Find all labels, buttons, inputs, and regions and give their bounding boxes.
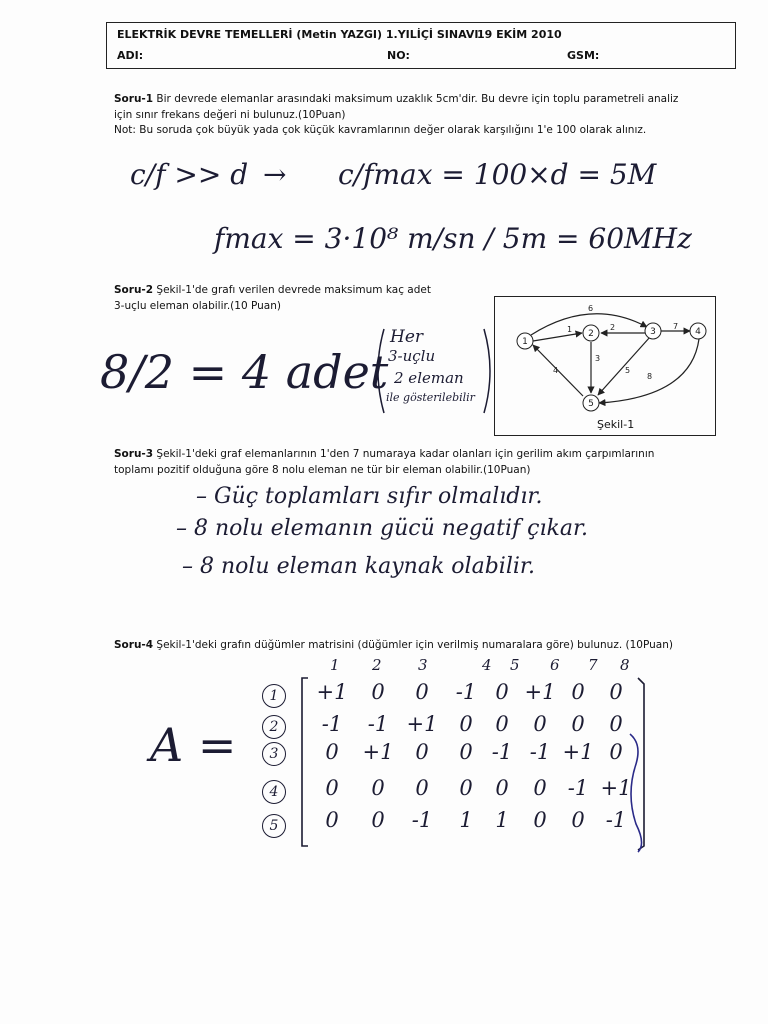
q2-answer: 8/2 = 4 adet (100, 345, 389, 399)
node-label-1: 1 (522, 337, 528, 347)
matrix-cell-r5-c6: 0 (533, 808, 547, 832)
matrix-cell-r1-c8: 0 (609, 680, 623, 704)
matrix-cell-r5-c2: 0 (371, 808, 385, 832)
row-label-5: 5 (262, 814, 286, 838)
q1-answer-line1a: c/f >> d (130, 158, 249, 191)
matrix-cell-r5-c8: -1 (605, 808, 627, 832)
matrix-cell-r2-c1: -1 (321, 712, 343, 736)
matrix-cell-r1-c7: 0 (571, 680, 585, 704)
matrix-cell-r5-c7: 0 (571, 808, 585, 832)
q1-answer-line2: fmax = 3·10⁸ m/sn / 5m = 60MHz (214, 222, 692, 255)
q3-answer-line-1: – Güç toplamları sıfır olmalıdır. (196, 484, 543, 509)
matrix-cell-r3-c5: -1 (491, 740, 513, 764)
matrix-cell-r1-c1: +1 (316, 680, 348, 704)
edge-label-3: 3 (595, 354, 601, 363)
q4-label: Soru-4 (114, 639, 154, 651)
matrix-cell-r4-c4: 0 (459, 776, 473, 800)
matrix-cell-r5-c1: 0 (325, 808, 339, 832)
q1-answer-arrow: → (263, 158, 287, 191)
gsm-label: GSM: (567, 49, 600, 62)
question-4 (114, 638, 734, 654)
matrix-cell-r4-c7: -1 (567, 776, 589, 800)
q3-text: Şekil-1'deki graf elemanlarının 1'den 7 numaraya kadar olanları için gerilim akım çarpımlarının (153, 448, 655, 460)
edge-label-5: 5 (625, 366, 631, 375)
matrix-cell-r2-c4: 0 (459, 712, 473, 736)
edge-1 (533, 333, 582, 341)
edge-label-4: 4 (553, 366, 559, 375)
exam-header (106, 22, 736, 69)
q2-label: Soru-2 (114, 284, 154, 296)
question-2 (114, 283, 484, 314)
q2-note-line-4: ile gösterilebilir (386, 391, 475, 404)
row-label-3: 3 (262, 742, 286, 766)
col-header-2: 2 (372, 656, 382, 674)
row-label-1: 1 (262, 684, 286, 708)
matrix-cell-r4-c1: 0 (325, 776, 339, 800)
row-label-2: 2 (262, 715, 286, 739)
name-label: ADI: (117, 49, 144, 62)
matrix-cell-r1-c5: 0 (495, 680, 509, 704)
q4-text: Şekil-1'deki grafın düğümler matrisini (düğümler için verilmiş numaralara göre) bulunuz. (10Puan) (153, 639, 673, 651)
col-header-5: 5 (510, 656, 520, 674)
matrix-cell-r3-c2: +1 (362, 740, 394, 764)
matrix-cell-r3-c8: 0 (609, 740, 623, 764)
edge-label-8: 8 (647, 372, 653, 381)
q2-note-line-2: 3-uçlu (388, 347, 436, 365)
q2-text-2: 3-uçlu eleman olabilir.(10 Puan) (114, 299, 281, 312)
node-label-4: 4 (695, 327, 701, 337)
matrix-cell-r3-c3: 0 (415, 740, 429, 764)
matrix-cell-r2-c6: 0 (533, 712, 547, 736)
q1-text: Bir devrede elemanlar arasındaki maksimum uzaklık 5cm'dir. Bu devre için toplu parametreli analiz (153, 93, 679, 105)
matrix-symbol: A = (150, 718, 237, 772)
figure-caption: Şekil-1 (597, 418, 635, 431)
q3-text-2: toplamı pozitif olduğuna göre 8 nolu eleman ne tür bir eleman olabilir.(10Puan) (114, 463, 531, 476)
matrix-cell-r3-c6: -1 (529, 740, 551, 764)
matrix-cell-r3-c1: 0 (325, 740, 339, 764)
q2-text: Şekil-1'de grafı verilen devrede maksimum kaç adet (153, 284, 431, 296)
edge-8 (599, 339, 699, 403)
node-label-5: 5 (588, 399, 594, 409)
edge-label-6: 6 (588, 304, 594, 313)
edge-label-1: 1 (567, 325, 573, 334)
col-header-3: 3 (418, 656, 428, 674)
col-header-1: 1 (330, 656, 340, 674)
exam-date: 19 EKİM 2010 (477, 28, 562, 41)
col-header-8: 8 (620, 656, 630, 674)
row-label-4: 4 (262, 780, 286, 804)
matrix-cell-r4-c6: 0 (533, 776, 547, 800)
question-1 (114, 92, 734, 139)
matrix-cell-r5-c5: 1 (495, 808, 509, 832)
q3-label: Soru-3 (114, 448, 154, 460)
graph-figure (494, 296, 716, 436)
matrix-cell-r2-c7: 0 (571, 712, 585, 736)
edge-label-2: 2 (610, 323, 616, 332)
matrix-cell-r3-c4: 0 (459, 740, 473, 764)
col-header-6: 6 (550, 656, 560, 674)
q3-answer-line-3: – 8 nolu eleman kaynak olabilir. (182, 554, 535, 579)
number-label: NO: (387, 49, 410, 62)
matrix-cell-r2-c2: -1 (367, 712, 389, 736)
node-label-2: 2 (588, 329, 594, 339)
q3-answer-line-2: – 8 nolu elemanın gücü negatif çıkar. (176, 516, 589, 541)
q2-note-line-1: Her (390, 327, 424, 347)
q1-answer-line1b: c/fmax = 100×d = 5M (338, 158, 657, 191)
matrix-cell-r5-c4: 1 (459, 808, 473, 832)
col-header-7: 7 (588, 656, 598, 674)
matrix-cell-r3-c7: +1 (562, 740, 594, 764)
matrix-cell-r1-c6: +1 (524, 680, 556, 704)
q1-label: Soru-1 (114, 93, 154, 105)
matrix-cell-r4-c5: 0 (495, 776, 509, 800)
q2-note-line-3: 2 eleman (394, 369, 464, 387)
matrix-cell-r2-c5: 0 (495, 712, 509, 736)
matrix-cell-r2-c8: 0 (609, 712, 623, 736)
node-label-3: 3 (650, 327, 656, 337)
q1-text-2: için sınır frekans değeri ni bulunuz.(10Puan) (114, 108, 346, 121)
q2-note-bracket (376, 325, 492, 417)
matrix-cell-r1-c3: 0 (415, 680, 429, 704)
matrix-cell-r4-c2: 0 (371, 776, 385, 800)
q1-note: Not: Bu soruda çok büyük yada çok küçük kavramlarının değer olarak karşılığını 1'e 100 olarak alınız. (114, 124, 647, 136)
matrix-cell-r5-c3: -1 (411, 808, 433, 832)
exam-title: ELEKTRİK DEVRE TEMELLERİ (Metin YAZGI) 1.YILİÇİ SINAVI (117, 28, 479, 41)
matrix-cell-r4-c8: +1 (600, 776, 632, 800)
col-header-4: 4 (482, 656, 492, 674)
matrix-cell-r2-c3: +1 (406, 712, 438, 736)
graph-diagram (495, 297, 715, 435)
matrix-cell-r1-c2: 0 (371, 680, 385, 704)
edge-5 (598, 337, 653, 395)
matrix-cell-r1-c4: -1 (455, 680, 477, 704)
matrix-cell-r4-c3: 0 (415, 776, 429, 800)
question-3 (114, 447, 734, 478)
edge-label-7: 7 (673, 322, 679, 331)
